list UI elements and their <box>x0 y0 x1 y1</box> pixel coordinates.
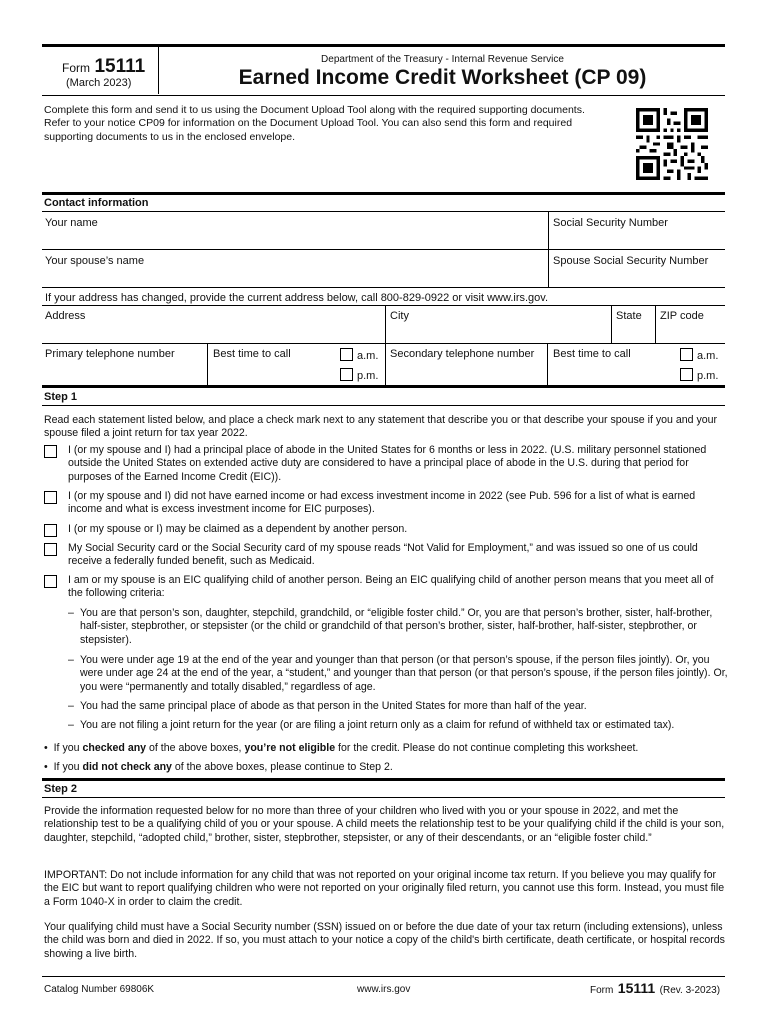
bullet-text: of the above boxes, <box>146 742 245 754</box>
form-word: Form <box>62 61 90 75</box>
bullet-text: If you <box>53 761 83 773</box>
header-top-rule <box>42 44 725 47</box>
zip-divider <box>655 305 656 343</box>
bullet-dot: • <box>44 742 54 754</box>
address-field[interactable]: Address <box>45 310 86 322</box>
agency-name: Department of the Treasury - Internal Revenue Service <box>321 54 564 65</box>
city-field[interactable]: City <box>390 310 409 322</box>
bullet-text: If you <box>53 742 83 754</box>
row-rule-4 <box>42 343 725 344</box>
contact-heading-rule <box>42 211 725 212</box>
address-note: If your address has changed, provide the current address below, call 800-829-0922 or visit www.irs.gov. <box>45 292 549 304</box>
statement-1: I (or my spouse and I) had a principal place of abode in the United States for 6 months or less in 2022. (U.S. military personnel stationed outside the United States on extended active duty are considered to have a principal place of abode in the U.S. during that period for purposes of the Earned Income Credit (EIC)). <box>68 444 707 483</box>
criteria-item <box>68 700 728 714</box>
criteria-item <box>68 654 728 696</box>
dash-marker: – <box>68 654 74 666</box>
statement-2: I (or my spouse and I) did not have earned income or had excess investment income in 2022 (see Pub. 596 for a list of what is earned income and what is excess investment income for EIC purposes). <box>68 490 696 516</box>
city-divider <box>385 305 386 343</box>
row-rule-1 <box>42 249 725 250</box>
criteria-text: You are that person’s son, daughter, stepchild, grandchild, or “eligible foster child.” Or, you are that person’s brother, sister, half-brother, half-sister, stepbrother, or stepsister (or the child or grandchild of that person’s brother, sister, half-brother, half-sister, stepbrother, or stepsister). <box>80 607 713 646</box>
spouse-name-field[interactable]: Your spouse’s name <box>45 255 145 267</box>
form-date: (March 2023) <box>66 77 132 89</box>
phone-divider-3 <box>547 343 548 385</box>
pm-checkbox-2[interactable] <box>680 368 693 381</box>
step2-heading: Step 2 <box>44 783 78 795</box>
dash-marker: – <box>68 607 74 619</box>
best-time-field-2[interactable]: Best time to call <box>553 348 631 360</box>
primary-phone-field[interactable]: Primary telephone number <box>45 348 175 360</box>
state-field[interactable]: State <box>616 310 642 322</box>
phone-divider-1 <box>207 343 208 385</box>
am-label: a.m. <box>357 350 379 362</box>
statement-checkbox-3[interactable] <box>44 524 57 537</box>
statement-4: My Social Security card or the Social Security card of my spouse reads “Not Valid for Employment,” and was issued so one of us could receive a federally funded benefit, such as Medicaid. <box>68 542 698 568</box>
footer-form-id <box>590 980 720 998</box>
footer-rule <box>42 976 725 977</box>
contact-heading: Contact information <box>44 197 149 209</box>
bullet-emphasis: you’re not eligible <box>244 742 336 754</box>
your-name-field[interactable]: Your name <box>45 217 98 229</box>
am-checkbox[interactable] <box>340 348 353 361</box>
step1-heading: Step 1 <box>44 391 78 403</box>
step1-top-rule <box>42 385 725 388</box>
criteria-text: You were under age 19 at the end of the year and younger than that person (or that person’s spouse, if the person files jointly). Or, you were under age 24 at the end of the year, a “student,” and younger than that person (or that person’s spouse, if the person files jointly). Or, you were “permanently and totally disabled,” regardless of age. <box>80 654 728 693</box>
statement-checkbox-4[interactable] <box>44 543 57 556</box>
statement-checkbox-5[interactable] <box>44 575 57 588</box>
step2-paragraph-3: Your qualifying child must have a Social Security number (SSN) issued on or before the due date of your tax return (including extensions), unless the child was born and died in 2022. If so, you must attach to your notice a copy of the child's birth certificate, death certificate, or hospital records showing a live birth. <box>44 921 725 960</box>
header-bottom-rule <box>42 95 725 96</box>
bullet-emphasis: did not check any <box>82 761 172 773</box>
bullet-text: of the above boxes, please continue to Step 2. <box>171 761 393 773</box>
qr-code <box>636 106 708 182</box>
footer-form-word: Form <box>590 985 614 996</box>
form-number: 15111 <box>94 56 146 77</box>
spouse-ssn-field[interactable]: Spouse Social Security Number <box>553 255 709 267</box>
step2-paragraph-1: Provide the information requested below for no more than three of your children who lived with you or your spouse in 2022, and met the relationship test to be a qualifying child of you or your spouse. A child meets the relationship test to be your qualifying child if the child is your son, daughter, stepchild, “adopted child,” brother, sister, stepbrother, stepsister, or any of their descendants, or an “eligible foster child.” <box>44 805 725 844</box>
bullet-checked <box>44 742 728 755</box>
am-label-2: a.m. <box>697 350 719 362</box>
contact-top-rule <box>42 192 725 195</box>
step1-intro: Read each statement listed below, and place a check mark next to any statement that describe you or that describe your spouse if you and your spouse filed a joint return for tax year 2022. <box>44 414 718 440</box>
statement-5: I am or my spouse is an EIC qualifying child of another person. Being an EIC qualifying child of another person means that you meet all of the following criteria: <box>68 574 714 600</box>
step1-heading-rule <box>42 405 725 406</box>
dash-marker: – <box>68 719 74 731</box>
footer-form-number: 15111 <box>617 980 656 996</box>
bullet-dot: • <box>44 761 54 773</box>
criteria-item <box>68 607 728 649</box>
criteria-item <box>68 719 728 733</box>
step2-heading-rule <box>42 797 725 798</box>
header-divider <box>158 46 159 94</box>
criteria-text: You had the same principal place of abode as that person in the United States for more than half of the year. <box>80 700 587 712</box>
statement-checkbox-1[interactable] <box>44 445 57 458</box>
form-id <box>62 56 145 78</box>
footer-rev: (Rev. 3-2023) <box>659 985 721 996</box>
pm-label-2: p.m. <box>697 370 719 382</box>
footer-site: www.irs.gov <box>357 984 411 995</box>
bullet-emphasis: checked any <box>82 742 147 754</box>
intro-text: Complete this form and send it to us using the Document Upload Tool along with the required supporting documents. Refer to your notice CP09 for information on the Document Upload Tool. You can also send this form and required supporting documents to us in the enclosed envelope. <box>44 104 585 143</box>
phone-divider-2 <box>385 343 386 385</box>
row-rule-2 <box>42 287 725 288</box>
step2-top-rule <box>42 778 725 781</box>
am-checkbox-2[interactable] <box>680 348 693 361</box>
statement-3: I (or my spouse or I) may be claimed as a dependent by another person. <box>68 523 408 535</box>
page-title: Earned Income Credit Worksheet (CP 09) <box>238 66 647 89</box>
catalog-number: Catalog Number 69806K <box>44 984 155 995</box>
criteria-text: You are not filing a joint return for the year (or are filing a joint return only as a claim for refund of withheld tax or estimated tax). <box>80 719 675 731</box>
secondary-phone-field[interactable]: Secondary telephone number <box>390 348 535 360</box>
statement-checkbox-2[interactable] <box>44 491 57 504</box>
step2-paragraph-2: IMPORTANT: Do not include information for any child that was not reported on your original income tax return. If you believe you may qualify for the EIC but want to report qualifying children who were not reported on your originally filed return, you cannot use this form. Instead, you must file a Form 1040-X in order to claim the credit. <box>44 869 725 908</box>
pm-label: p.m. <box>357 370 379 382</box>
zip-field[interactable]: ZIP code <box>660 310 704 322</box>
bullet-text: for the credit. Please do not continue completing this worksheet. <box>335 742 639 754</box>
pm-checkbox[interactable] <box>340 368 353 381</box>
dash-marker: – <box>68 700 74 712</box>
best-time-field[interactable]: Best time to call <box>213 348 291 360</box>
state-divider <box>611 305 612 343</box>
bullet-unchecked <box>44 761 728 774</box>
ssn-field[interactable]: Social Security Number <box>553 217 668 229</box>
row-rule-3 <box>42 305 725 306</box>
